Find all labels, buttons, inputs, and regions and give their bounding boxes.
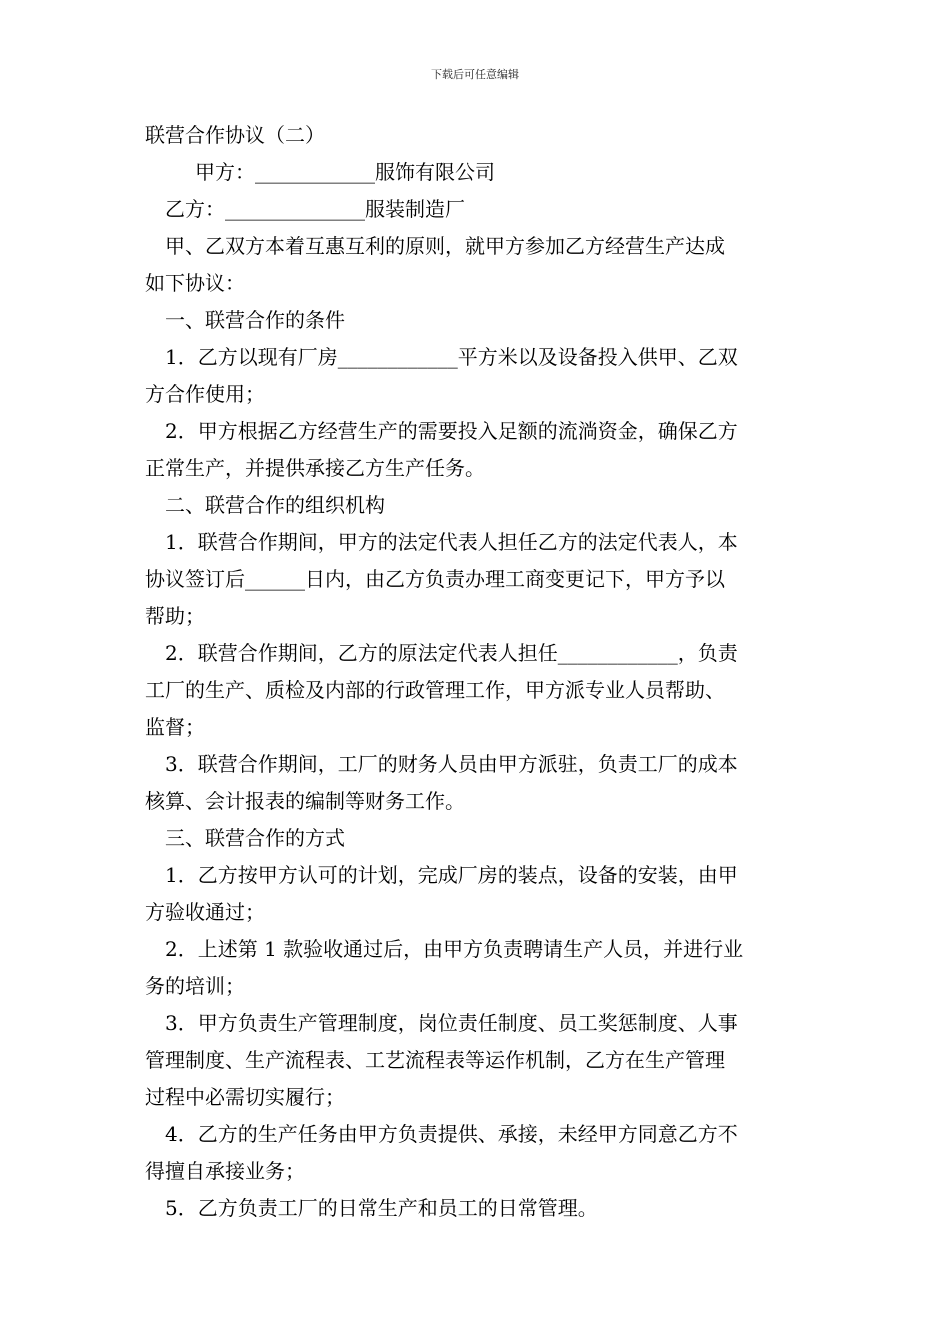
text-line: 正常生产，并提供承接乙方生产任务。 (145, 456, 485, 480)
text-line: 如下协议： (145, 271, 245, 295)
text-line: 二、联营合作的组织机构 (165, 493, 385, 517)
text-line: 2．联营合作期间，乙方的原法定代表人担任____________，负责 (165, 641, 738, 665)
text-line: 1．乙方按甲方认可的计划，完成厂房的装点，设备的安装，由甲 (165, 863, 738, 887)
text-line: 1．联营合作期间，甲方的法定代表人担任乙方的法定代表人，本 (165, 530, 738, 554)
text-line: 甲、乙双方本着互惠互利的原则，就甲方参加乙方经营生产达成 (165, 234, 725, 258)
document-body (145, 117, 807, 1227)
text-line: 方合作使用； (145, 382, 265, 406)
text-line: 工厂的生产、质检及内部的行政管理工作，甲方派专业人员帮助、 (145, 678, 725, 702)
text-line: 管理制度、生产流程表、工艺流程表等运作机制，乙方在生产管理 (145, 1048, 725, 1072)
text-line: 协议签订后______日内，由乙方负责办理工商变更记下，甲方予以 (145, 567, 725, 591)
text-line: 过程中必需切实履行； (145, 1085, 345, 1109)
text-line: 2．上述第 1 款验收通过后，由甲方负责聘请生产人员，并进行业 (165, 937, 744, 961)
text-line: 三、联营合作的方式 (165, 826, 345, 850)
text-line: 1．乙方以现有厂房____________平方米以及设备投入供甲、乙双 (165, 345, 738, 369)
text-line: 一、联营合作的条件 (165, 308, 345, 332)
document-title: 联营合作协议（二） (145, 123, 325, 147)
text-line: 核算、会计报表的编制等财务工作。 (145, 789, 465, 813)
text-line: 得擅自承接业务； (145, 1159, 305, 1183)
text-line: 5．乙方负责工厂的日常生产和员工的日常管理。 (165, 1196, 598, 1220)
text-line: 监督； (145, 715, 205, 739)
text-line: 帮助； (145, 604, 205, 628)
text-line: 务的培训； (145, 974, 245, 998)
page-header: 下载后可任意编辑 (431, 68, 519, 81)
text-line: 2．甲方根据乙方经营生产的需要投入足额的流淌资金，确保乙方 (165, 419, 738, 443)
text-line: 方验收通过； (145, 900, 265, 924)
text-line: 甲方：____________服饰有限公司 (195, 160, 495, 184)
text-line: 4．乙方的生产任务由甲方负责提供、承接，未经甲方同意乙方不 (165, 1122, 738, 1146)
text-line: 乙方：______________服装制造厂 (165, 197, 465, 221)
text-line: 3．联营合作期间，工厂的财务人员由甲方派驻，负责工厂的成本 (165, 752, 738, 776)
text-line: 3．甲方负责生产管理制度，岗位责任制度、员工奖惩制度、人事 (165, 1011, 738, 1035)
